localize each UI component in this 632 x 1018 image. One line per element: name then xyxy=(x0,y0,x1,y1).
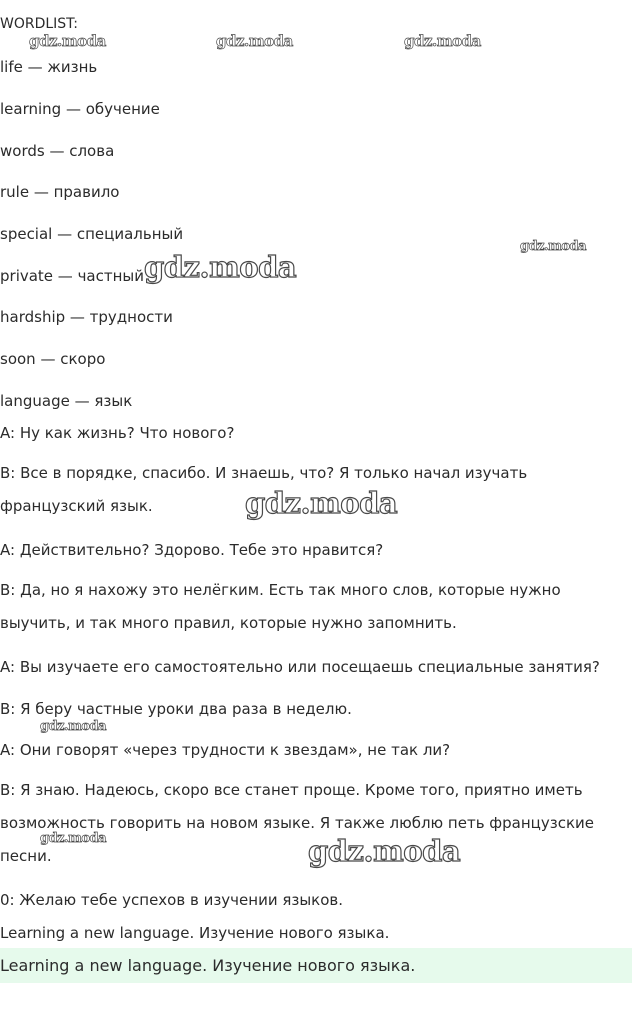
dialogue-line: A: Вы изучаете его самостоятельно или посещаешь специальные занятия? xyxy=(0,658,600,676)
watermark: gdz.moda xyxy=(308,834,461,868)
dialogue-line: B: Я беру частные уроки два раза в неделю. xyxy=(0,700,352,718)
wordlist-item: hardship — трудности xyxy=(0,308,173,326)
wordlist-item: language — язык xyxy=(0,392,133,410)
wordlist-item: life — жизнь xyxy=(0,58,98,76)
wordlist-item: special — специальный xyxy=(0,225,184,243)
dialogue-line: B: Я знаю. Надеюсь, скоро все станет проще. Кроме того, приятно иметь возможность говорить на новом языке. Я также люблю петь французские песни. xyxy=(0,781,595,865)
watermark: gdz.moda xyxy=(404,32,481,50)
watermark: gdz.moda xyxy=(40,831,107,846)
wordlist-item: words — слова xyxy=(0,142,115,160)
dialogue-line: B: Все в порядке, спасибо. И знаешь, что? Я только начал изучать французский язык. xyxy=(0,464,528,515)
highlight-caption: Learning a new language. Изучение нового языка. xyxy=(0,956,416,975)
watermark: gdz.moda xyxy=(144,250,297,284)
wordlist-item: private — частный xyxy=(0,267,145,285)
dialogue-line: 0: Желаю тебе успехов в изучении языков. xyxy=(0,891,344,909)
watermark: gdz.moda xyxy=(245,486,398,520)
dialogue-line: A: Они говорят «через трудности к звездам», не так ли? xyxy=(0,741,451,759)
wordlist-title: WORDLIST: xyxy=(0,16,78,32)
watermark: gdz.moda xyxy=(29,32,106,50)
wordlist-item: rule — правило xyxy=(0,183,120,201)
watermark: gdz.moda xyxy=(520,239,587,254)
watermark: gdz.moda xyxy=(216,32,293,50)
highlight-bar xyxy=(0,948,632,983)
caption: Learning a new language. Изучение нового языка. xyxy=(0,924,390,942)
wordlist-item: learning — обучение xyxy=(0,100,160,118)
dialogue-line: A: Ну как жизнь? Что нового? xyxy=(0,424,235,442)
watermark: gdz.moda xyxy=(40,719,107,734)
dialogue-line: B: Да, но я нахожу это нелёгким. Есть так много слов, которые нужно выучить, и так много правил, которые нужно запомнить. xyxy=(0,581,561,632)
wordlist-item: soon — скоро xyxy=(0,350,106,368)
dialogue-line: A: Действительно? Здорово. Тебе это нравится? xyxy=(0,541,384,559)
